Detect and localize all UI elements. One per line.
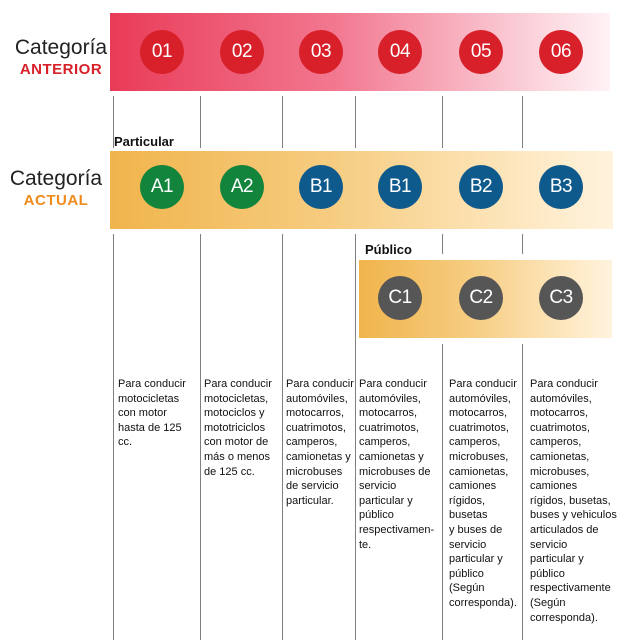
description-line: microbuses, bbox=[449, 450, 509, 463]
description-line: cuatrimotos, bbox=[449, 421, 509, 434]
description-line: particular y bbox=[359, 494, 413, 507]
column-divider bbox=[522, 344, 523, 640]
description-line: camionetas, bbox=[530, 450, 590, 463]
description-line: busetas bbox=[449, 509, 488, 522]
anterior-category-04: 04 bbox=[378, 30, 422, 74]
description-line: cc. bbox=[118, 436, 133, 449]
anterior-category-06: 06 bbox=[539, 30, 583, 74]
description-line: público bbox=[449, 567, 484, 580]
actual-category-a2: A2 bbox=[220, 165, 264, 209]
description-line: camperos, bbox=[449, 436, 501, 449]
description-line: servicio bbox=[359, 480, 397, 493]
anterior-category-01: 01 bbox=[140, 30, 184, 74]
description-line: cuatrimotos, bbox=[286, 421, 346, 434]
description-line: rígidos, busetas, bbox=[530, 494, 611, 507]
description-line: respectivamente bbox=[530, 582, 611, 595]
description-line: camperos, bbox=[286, 436, 338, 449]
anterior-band bbox=[110, 13, 610, 91]
description-line: motocicletas bbox=[118, 392, 180, 405]
anterior-label-sub: ANTERIOR bbox=[19, 61, 103, 78]
description-line: automóviles, bbox=[359, 392, 421, 405]
particular-group-label: Particular bbox=[114, 134, 174, 149]
publico-category-c3: C3 bbox=[539, 276, 583, 320]
actual-category-b2: B2 bbox=[459, 165, 503, 209]
column-divider bbox=[113, 234, 114, 640]
description-line: motocarros, bbox=[286, 407, 345, 420]
anterior-row-label bbox=[8, 37, 114, 81]
description-line: motocicletas, bbox=[204, 392, 269, 405]
description-line: público bbox=[359, 509, 394, 522]
column-divider bbox=[200, 234, 201, 640]
description-line: camiones bbox=[449, 480, 497, 493]
description-line: motocarros, bbox=[359, 407, 418, 420]
column-divider bbox=[200, 96, 201, 148]
description-line: articulados de bbox=[530, 523, 599, 536]
description-line: de 125 cc. bbox=[204, 465, 255, 478]
description-line: camiones bbox=[530, 480, 578, 493]
description-line: de servicio bbox=[286, 480, 339, 493]
description-line: camionetas y bbox=[359, 450, 424, 463]
description-line: rígidos, bbox=[449, 494, 486, 507]
description-line: automóviles, bbox=[286, 392, 348, 405]
description-line: particular y bbox=[449, 553, 503, 566]
description-column-4 bbox=[359, 377, 441, 552]
description-line: Para conducir bbox=[530, 378, 598, 390]
description-column-2 bbox=[204, 377, 281, 479]
description-line: y buses de bbox=[449, 523, 503, 536]
description-line: motociclos y bbox=[204, 407, 265, 420]
description-line: camperos, bbox=[530, 436, 582, 449]
description-line: buses y vehiculos bbox=[530, 509, 617, 522]
column-divider bbox=[442, 234, 443, 254]
publico-category-c2: C2 bbox=[459, 276, 503, 320]
description-line: corresponda). bbox=[530, 611, 598, 624]
actual-band bbox=[110, 151, 613, 229]
column-divider bbox=[355, 96, 356, 148]
description-line: Para conducir bbox=[204, 378, 272, 390]
description-line: cuatrimotos, bbox=[530, 421, 590, 434]
publico-category-c1: C1 bbox=[378, 276, 422, 320]
actual-label-sub: ACTUAL bbox=[23, 192, 89, 209]
description-line: corresponda). bbox=[449, 596, 517, 609]
description-line: microbuses de bbox=[359, 465, 431, 478]
description-line: más o menos bbox=[204, 450, 271, 463]
description-column-6 bbox=[530, 377, 631, 625]
publico-group-label: Público bbox=[365, 242, 412, 257]
description-column-5 bbox=[449, 377, 521, 611]
description-line: motocarros, bbox=[530, 407, 589, 420]
actual-category-b1-second: B1 bbox=[378, 165, 422, 209]
actual-category-b1: B1 bbox=[299, 165, 343, 209]
column-divider bbox=[522, 96, 523, 148]
description-line: automóviles, bbox=[530, 392, 592, 405]
description-column-3 bbox=[286, 377, 356, 508]
description-line: te. bbox=[359, 538, 372, 551]
description-line: motocarros, bbox=[449, 407, 508, 420]
actual-row-label bbox=[6, 168, 106, 212]
description-line: respectivamen- bbox=[359, 523, 435, 536]
anterior-label-word: Categoría bbox=[14, 36, 108, 59]
description-line: cuatrimotos, bbox=[359, 421, 419, 434]
description-line: con motor bbox=[118, 407, 167, 420]
column-divider bbox=[442, 344, 443, 640]
description-line: (Según bbox=[530, 596, 566, 609]
description-line: microbuses bbox=[286, 465, 343, 478]
actual-category-b3: B3 bbox=[539, 165, 583, 209]
description-line: particular. bbox=[286, 494, 334, 507]
anterior-category-02: 02 bbox=[220, 30, 264, 74]
column-divider bbox=[282, 96, 283, 148]
description-line: Para conducir bbox=[449, 378, 517, 390]
column-divider bbox=[442, 96, 443, 148]
column-divider bbox=[282, 234, 283, 640]
description-line: camionetas, bbox=[449, 465, 509, 478]
description-line: camperos, bbox=[359, 436, 411, 449]
description-line: camionetas y bbox=[286, 450, 351, 463]
description-line: particular y bbox=[530, 553, 584, 566]
column-divider bbox=[522, 234, 523, 254]
actual-label-word: Categoría bbox=[9, 167, 103, 190]
description-line: público bbox=[530, 567, 565, 580]
description-line: con motor de bbox=[204, 436, 269, 449]
actual-category-a1: A1 bbox=[140, 165, 184, 209]
anterior-category-03: 03 bbox=[299, 30, 343, 74]
description-line: servicio bbox=[530, 538, 568, 551]
description-line: Para conducir bbox=[118, 378, 186, 390]
anterior-category-05: 05 bbox=[459, 30, 503, 74]
description-line: Para conducir bbox=[286, 378, 354, 390]
description-line: automóviles, bbox=[449, 392, 511, 405]
description-line: servicio bbox=[449, 538, 487, 551]
description-line: microbuses, bbox=[530, 465, 590, 478]
description-line: (Según bbox=[449, 582, 485, 595]
description-column-1 bbox=[118, 377, 198, 450]
description-line: mototriciclos bbox=[204, 421, 266, 434]
description-line: hasta de 125 bbox=[118, 421, 182, 434]
description-line: Para conducir bbox=[359, 378, 427, 390]
